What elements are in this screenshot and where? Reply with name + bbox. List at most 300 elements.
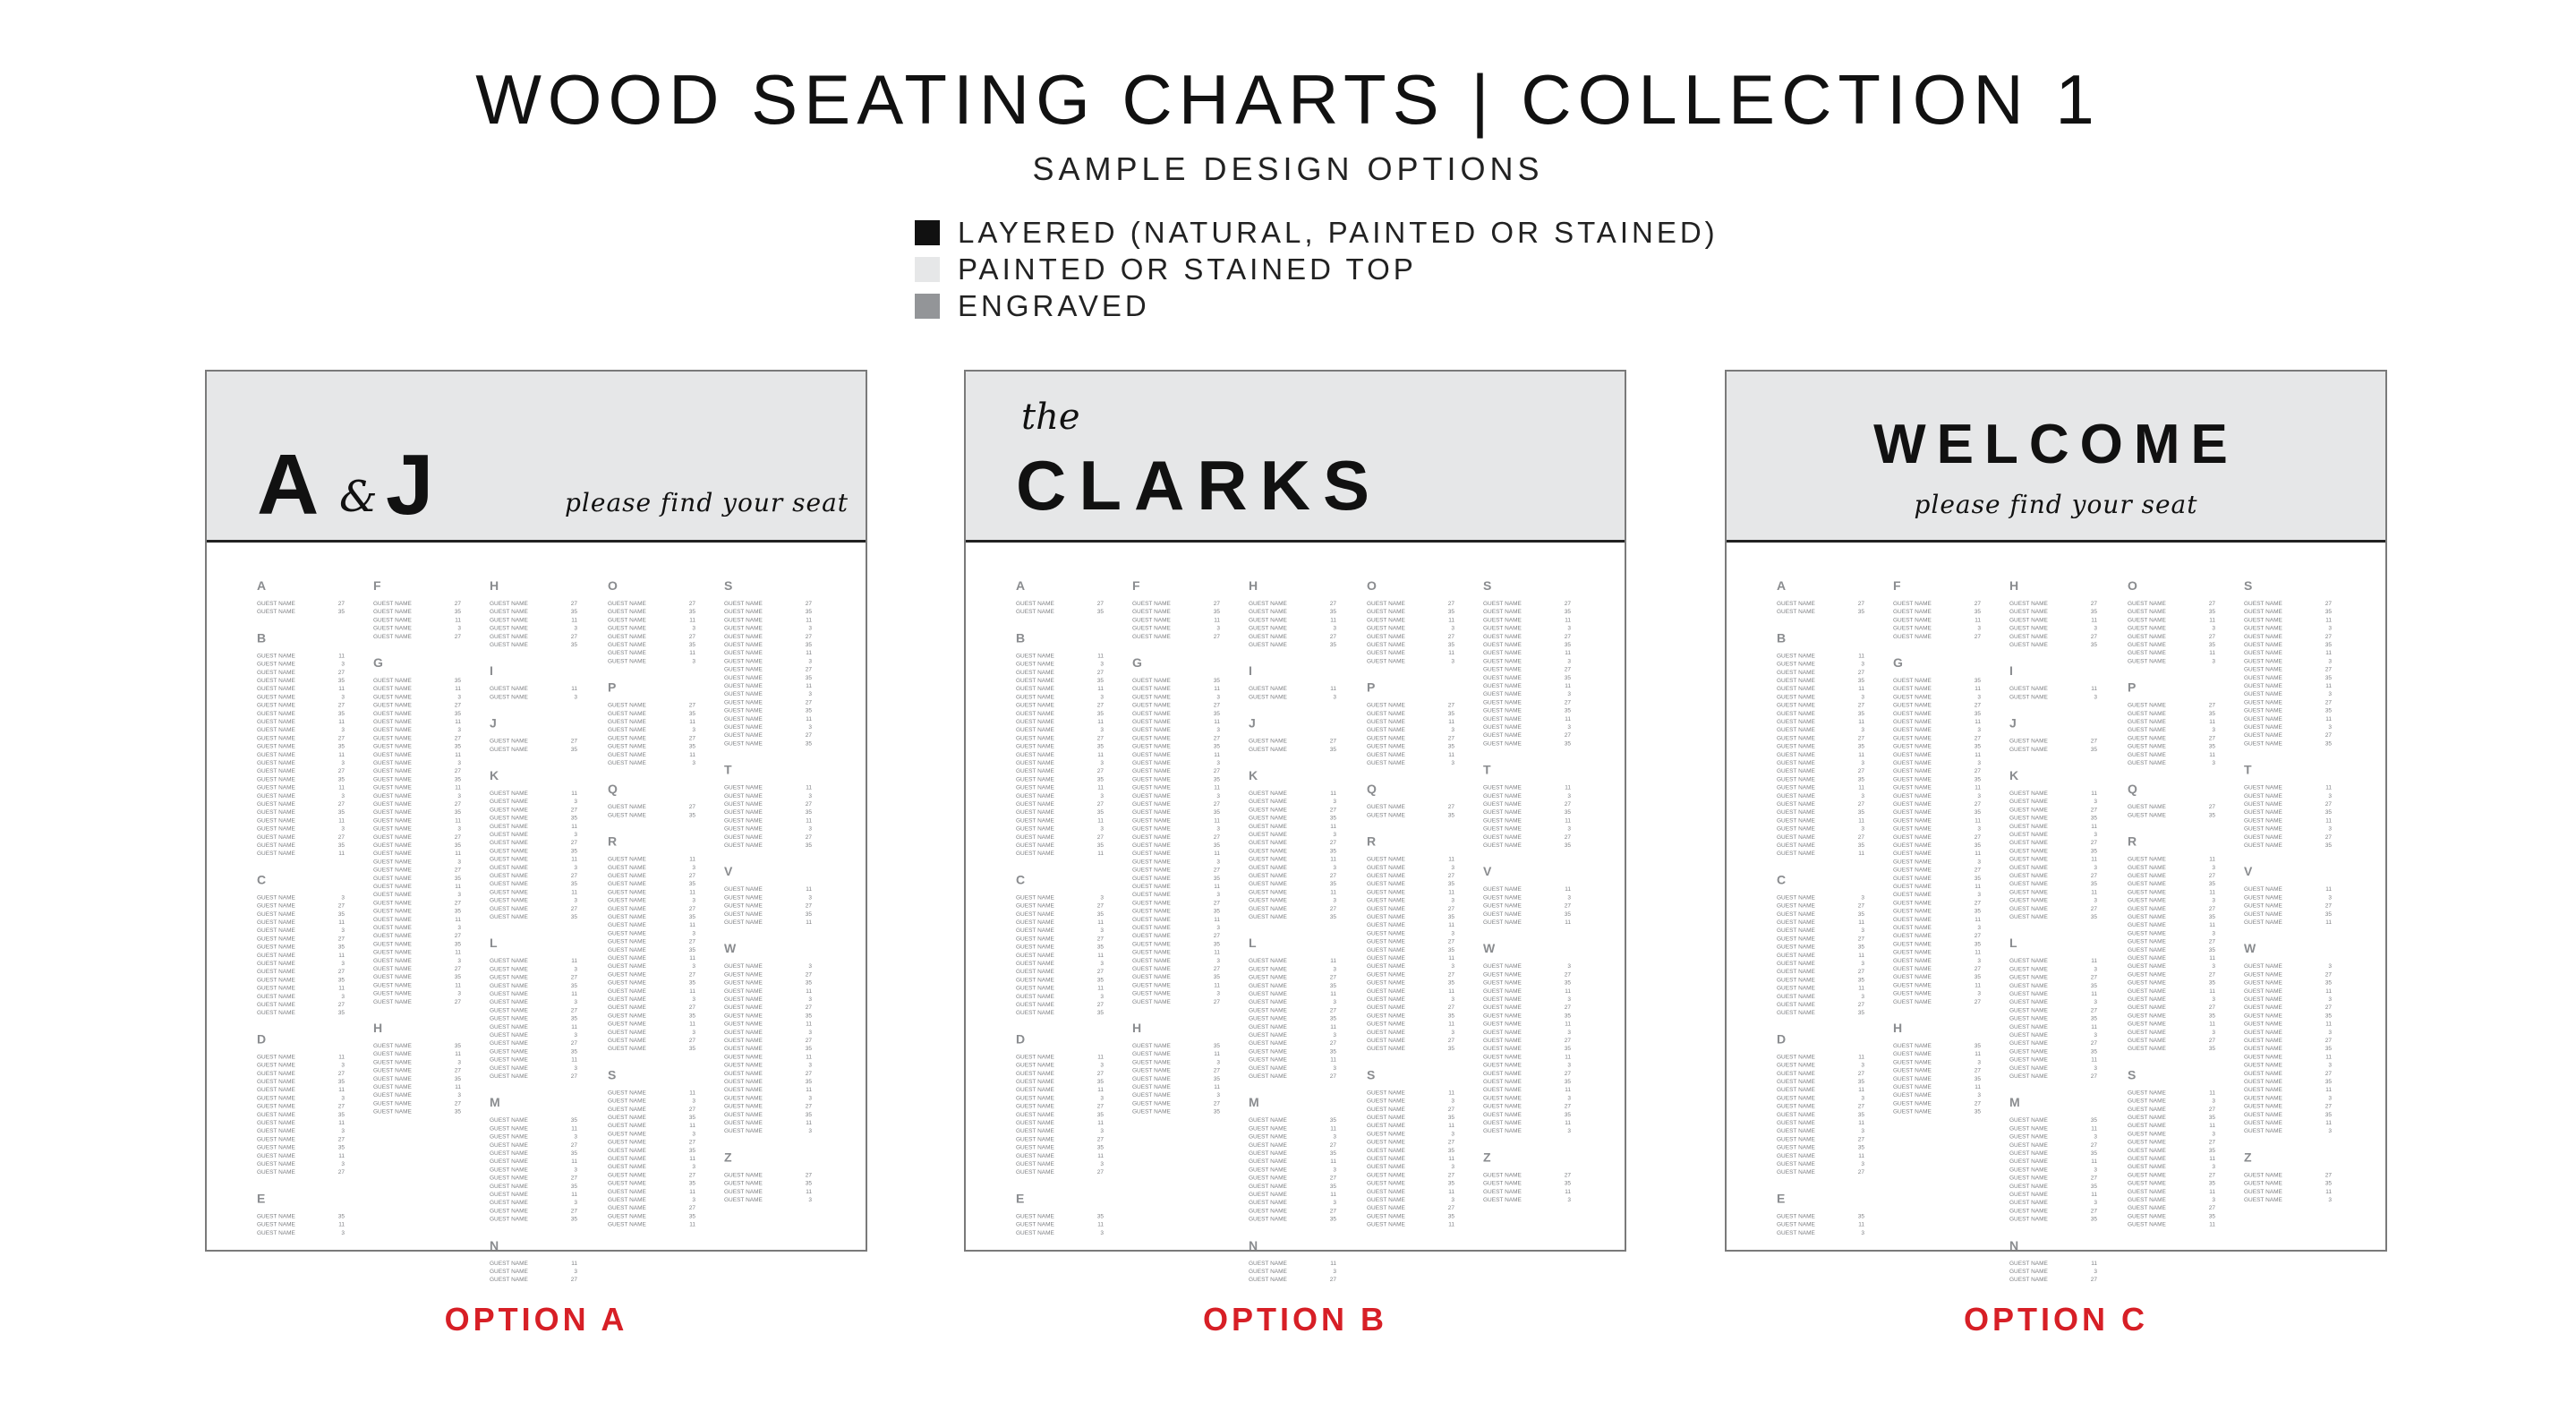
guest-column-svg	[2009, 577, 2113, 1284]
guest-name: GUEST NAME	[1777, 1213, 1815, 1220]
table-number: 11	[1975, 1084, 1981, 1090]
section-letter: W	[724, 941, 737, 956]
table-number: 11	[2091, 856, 2097, 863]
table-number: 27	[1974, 966, 1981, 972]
guest-name: GUEST NAME	[1367, 1038, 1405, 1044]
table-number: 11	[2209, 1188, 2215, 1195]
panel-header-b	[966, 372, 1625, 543]
table-number: 11	[571, 1158, 577, 1166]
table-number: 35	[2208, 609, 2215, 616]
guest-name: GUEST NAME	[1893, 751, 1932, 758]
guest-name: GUEST NAME	[490, 1183, 528, 1190]
guest-name: GUEST NAME	[257, 727, 295, 734]
table-number: 35	[2324, 910, 2332, 918]
table-number: 3	[1100, 1062, 1104, 1069]
table-number: 27	[805, 699, 812, 706]
guest-name: GUEST NAME	[257, 768, 295, 775]
guest-name: GUEST NAME	[1367, 1115, 1405, 1121]
guest-name: GUEST NAME	[608, 625, 646, 632]
guest-name: GUEST NAME	[257, 1120, 295, 1126]
guest-name: GUEST NAME	[257, 985, 295, 992]
table-number: 3	[341, 1229, 345, 1236]
guest-name: GUEST NAME	[257, 653, 295, 660]
section-letter: J	[490, 715, 497, 731]
guest-name: GUEST NAME	[2128, 930, 2166, 937]
table-number: 3	[2328, 963, 2332, 970]
section-letter: V	[724, 864, 733, 879]
table-number: 27	[1213, 966, 1220, 972]
table-number: 11	[2209, 1021, 2215, 1028]
guest-name: GUEST NAME	[2128, 1188, 2166, 1195]
guest-name: GUEST NAME	[2128, 633, 2166, 640]
table-number: 3	[1451, 625, 1454, 632]
guest-name: GUEST NAME	[257, 661, 295, 668]
guest-name: GUEST NAME	[257, 1161, 295, 1167]
guest-name: GUEST NAME	[2009, 694, 2048, 701]
table-number: 35	[337, 678, 345, 684]
guest-name: GUEST NAME	[608, 979, 646, 987]
guest-name: GUEST NAME	[490, 1133, 528, 1141]
guest-name: GUEST NAME	[2128, 702, 2166, 709]
table-number: 35	[1857, 1111, 1864, 1118]
guest-name: GUEST NAME	[1367, 1139, 1405, 1146]
table-number: 35	[454, 710, 461, 717]
guest-name: GUEST NAME	[724, 801, 763, 808]
guest-name: GUEST NAME	[1132, 719, 1171, 725]
table-number: 3	[1451, 930, 1454, 937]
table-number: 3	[1216, 957, 1220, 964]
guest-name: GUEST NAME	[1016, 661, 1054, 668]
table-number: 35	[1974, 1043, 1981, 1049]
table-number: 27	[1447, 1139, 1454, 1146]
guest-name: GUEST NAME	[1367, 1205, 1405, 1212]
table-number: 3	[692, 1029, 695, 1036]
table-number: 27	[1213, 1067, 1220, 1074]
guest-name: GUEST NAME	[724, 609, 763, 616]
table-number: 35	[1447, 1180, 1454, 1187]
guest-name: GUEST NAME	[1249, 791, 1287, 797]
table-number: 27	[1213, 702, 1220, 709]
guest-name: GUEST NAME	[1367, 946, 1405, 953]
guest-name: GUEST NAME	[2244, 732, 2282, 739]
table-number: 3	[1977, 957, 1981, 964]
table-number: 3	[574, 1200, 577, 1207]
table-number: 11	[1097, 1054, 1104, 1061]
guest-name: GUEST NAME	[1016, 1144, 1054, 1151]
guest-name: GUEST NAME	[2244, 971, 2282, 979]
table-number: 35	[1974, 1108, 1981, 1116]
guest-name: GUEST NAME	[724, 732, 763, 739]
table-number: 3	[2212, 1098, 2215, 1105]
guest-name: GUEST NAME	[2009, 1277, 2048, 1284]
guest-name: GUEST NAME	[373, 625, 412, 632]
guest-name: GUEST NAME	[490, 686, 528, 693]
table-number: 11	[1330, 1023, 1336, 1030]
table-number: 11	[338, 784, 345, 791]
guest-name: GUEST NAME	[1777, 1152, 1815, 1159]
guest-name: GUEST NAME	[2244, 963, 2282, 970]
guest-name: GUEST NAME	[1777, 993, 1815, 1000]
table-number: 35	[805, 842, 812, 849]
guest-name: GUEST NAME	[257, 936, 295, 943]
table-number: 3	[692, 930, 695, 937]
table-number: 3	[692, 625, 695, 632]
guest-name: GUEST NAME	[724, 691, 763, 698]
guest-name: GUEST NAME	[1132, 1051, 1171, 1058]
section-letter: F	[1132, 578, 1140, 593]
table-number: 35	[1213, 842, 1220, 849]
guest-name: GUEST NAME	[1367, 812, 1405, 819]
table-number: 11	[806, 1120, 812, 1126]
guest-name: GUEST NAME	[490, 1040, 528, 1047]
guest-name: GUEST NAME	[1249, 840, 1287, 847]
section-letter: Q	[608, 782, 618, 797]
guest-name: GUEST NAME	[1132, 601, 1171, 607]
table-number: 35	[1857, 678, 1864, 684]
guest-name: GUEST NAME	[490, 982, 528, 989]
table-number: 27	[1857, 601, 1864, 607]
guest-name: GUEST NAME	[373, 998, 412, 1005]
guest-name: GUEST NAME	[2244, 666, 2282, 673]
guest-name: GUEST NAME	[608, 1213, 646, 1220]
table-number: 35	[454, 875, 461, 882]
guest-name: GUEST NAME	[1777, 653, 1815, 660]
section-letter: S	[2244, 578, 2253, 593]
table-number: 11	[2209, 1221, 2215, 1228]
table-number: 3	[808, 658, 812, 665]
table-number: 27	[1857, 834, 1864, 841]
table-number: 27	[2324, 834, 2332, 841]
table-number: 11	[2209, 751, 2215, 758]
table-number: 35	[1974, 776, 1981, 783]
guest-name: GUEST NAME	[1249, 738, 1287, 745]
table-number: 11	[1448, 889, 1454, 896]
guest-name: GUEST NAME	[1249, 914, 1287, 920]
table-number: 35	[1213, 875, 1220, 882]
table-number: 3	[1333, 1064, 1336, 1072]
guest-name: GUEST NAME	[1893, 925, 1932, 931]
guest-name: GUEST NAME	[1132, 941, 1171, 948]
guest-name: GUEST NAME	[257, 609, 295, 616]
table-number: 11	[1858, 1087, 1864, 1094]
guest-name: GUEST NAME	[1777, 1095, 1815, 1102]
table-number: 11	[806, 715, 812, 722]
guest-name: GUEST NAME	[257, 825, 295, 833]
guest-name: GUEST NAME	[1249, 999, 1287, 1006]
table-number: 35	[2324, 1046, 2332, 1053]
table-number: 27	[688, 971, 695, 979]
guest-name: GUEST NAME	[1016, 801, 1054, 808]
table-number: 3	[1333, 832, 1336, 838]
guest-name: GUEST NAME	[724, 683, 763, 689]
guest-name: GUEST NAME	[1132, 1075, 1171, 1082]
guest-name: GUEST NAME	[1367, 856, 1405, 863]
guest-name: GUEST NAME	[2244, 1079, 2282, 1085]
table-number: 11	[1565, 784, 1571, 791]
guest-name: GUEST NAME	[1132, 998, 1171, 1005]
table-number: 27	[1213, 900, 1220, 907]
guest-name: GUEST NAME	[1893, 842, 1932, 849]
table-number: 27	[1974, 834, 1981, 841]
table-number: 27	[1974, 633, 1981, 640]
section-letter: S	[1367, 1067, 1376, 1082]
table-number: 11	[2325, 784, 2332, 791]
guest-name: GUEST NAME	[490, 823, 528, 830]
table-number: 3	[1977, 1059, 1981, 1066]
guest-name: GUEST NAME	[490, 625, 528, 632]
table-number: 35	[1096, 944, 1104, 951]
guest-name: GUEST NAME	[1367, 1188, 1405, 1195]
guest-name: GUEST NAME	[2009, 1040, 2048, 1047]
guest-name: GUEST NAME	[724, 825, 763, 833]
table-number: 27	[454, 867, 461, 874]
table-number: 35	[1564, 642, 1571, 648]
table-number: 3	[574, 1167, 577, 1174]
table-number: 11	[2091, 991, 2097, 997]
table-number: 35	[1096, 910, 1104, 918]
table-number: 11	[689, 1123, 695, 1130]
table-number: 3	[1977, 925, 1981, 931]
guest-name: GUEST NAME	[490, 1192, 528, 1198]
table-number: 3	[2328, 1095, 2332, 1102]
table-number: 35	[1329, 815, 1336, 822]
table-number: 11	[1565, 817, 1571, 825]
guest-name: GUEST NAME	[1249, 1048, 1287, 1056]
guest-name: GUEST NAME	[608, 1046, 646, 1053]
guest-column	[2244, 577, 2348, 1231]
table-number: 3	[574, 966, 577, 973]
guest-name: GUEST NAME	[724, 987, 763, 995]
guest-name: GUEST NAME	[2244, 691, 2282, 698]
table-number: 3	[1567, 1128, 1571, 1135]
table-number: 27	[2208, 905, 2215, 912]
guest-name: GUEST NAME	[608, 601, 646, 607]
table-number: 35	[688, 914, 695, 920]
table-number: 11	[689, 1021, 695, 1028]
table-number: 11	[338, 985, 345, 992]
guest-name: GUEST NAME	[2128, 710, 2166, 717]
guest-name: GUEST NAME	[608, 905, 646, 912]
guest-name: GUEST NAME	[2128, 996, 2166, 1003]
table-number: 27	[2090, 807, 2097, 814]
table-number: 3	[692, 760, 695, 766]
small-word-the: the	[1021, 397, 1080, 438]
guest-column-svg	[608, 577, 712, 1231]
guest-name: GUEST NAME	[373, 966, 412, 972]
guest-name: GUEST NAME	[2244, 996, 2282, 1003]
guest-name: GUEST NAME	[724, 842, 763, 849]
table-number: 11	[455, 719, 461, 725]
guest-name: GUEST NAME	[1367, 1090, 1405, 1097]
table-number: 3	[1451, 996, 1454, 1003]
guest-name: GUEST NAME	[1483, 715, 1522, 722]
table-number: 11	[1330, 617, 1336, 624]
guest-name: GUEST NAME	[1016, 1103, 1054, 1110]
guest-name: GUEST NAME	[2244, 784, 2282, 791]
guest-name: GUEST NAME	[1483, 1046, 1522, 1053]
table-number: 11	[338, 952, 345, 959]
guest-name: GUEST NAME	[1483, 707, 1522, 714]
table-number: 35	[1974, 609, 1981, 616]
guest-name: GUEST NAME	[1777, 961, 1815, 967]
guest-name: GUEST NAME	[1016, 735, 1054, 742]
table-number: 27	[454, 966, 461, 972]
table-number: 27	[1329, 1040, 1336, 1047]
table-number: 35	[688, 609, 695, 616]
table-number: 35	[1447, 1115, 1454, 1121]
table-number: 3	[341, 1095, 345, 1102]
guest-name: GUEST NAME	[1249, 873, 1287, 879]
guest-name: GUEST NAME	[1132, 735, 1171, 742]
table-number: 35	[2324, 642, 2332, 648]
table-number: 11	[689, 922, 695, 929]
guest-name: GUEST NAME	[2009, 1048, 2048, 1056]
seating-chart-option-b	[964, 370, 1626, 1284]
table-number: 3	[341, 727, 345, 734]
table-number: 11	[338, 851, 345, 858]
table-number: 27	[1564, 1172, 1571, 1179]
guest-name: GUEST NAME	[1249, 897, 1287, 904]
table-number: 27	[1096, 601, 1104, 607]
guest-name: GUEST NAME	[490, 807, 528, 814]
table-number: 27	[1564, 971, 1571, 979]
table-number: 27	[2090, 1040, 2097, 1047]
guest-name: GUEST NAME	[1777, 801, 1815, 808]
table-number: 11	[1097, 1120, 1104, 1126]
guest-name: GUEST NAME	[2244, 1180, 2282, 1187]
table-number: 3	[1861, 928, 1864, 935]
section-letter: I	[2009, 663, 2013, 679]
guest-name: GUEST NAME	[1893, 1108, 1932, 1116]
guest-name: GUEST NAME	[1367, 1021, 1405, 1028]
table-number: 35	[1564, 979, 1571, 987]
guest-name: GUEST NAME	[1249, 823, 1287, 830]
guest-name: GUEST NAME	[608, 1090, 646, 1097]
guest-name: GUEST NAME	[2009, 897, 2048, 904]
table-number: 3	[1100, 1095, 1104, 1102]
guest-name: GUEST NAME	[373, 678, 412, 684]
table-number: 3	[1567, 1029, 1571, 1036]
table-number: 27	[2090, 873, 2097, 879]
guest-name: GUEST NAME	[608, 702, 646, 709]
guest-column-svg	[1367, 577, 1471, 1231]
table-number: 3	[692, 963, 695, 970]
table-number: 3	[341, 1062, 345, 1069]
table-number: 35	[454, 776, 461, 783]
guest-name: GUEST NAME	[1132, 949, 1171, 956]
guest-name: GUEST NAME	[2009, 974, 2048, 981]
guest-name: GUEST NAME	[373, 694, 412, 701]
table-number: 3	[1100, 961, 1104, 967]
guest-name: GUEST NAME	[724, 1120, 763, 1126]
guest-name: GUEST NAME	[1367, 971, 1405, 979]
table-number: 27	[1857, 1169, 1864, 1176]
table-number: 27	[1447, 1004, 1454, 1012]
table-number: 35	[2324, 1180, 2332, 1187]
guest-name: GUEST NAME	[373, 601, 412, 607]
guest-name: GUEST NAME	[1777, 894, 1815, 902]
guest-name: GUEST NAME	[490, 1260, 528, 1267]
guest-name: GUEST NAME	[1483, 1013, 1522, 1020]
table-number: 35	[1447, 946, 1454, 953]
welcome-headline: WELCOME	[1873, 414, 2239, 475]
guest-name: GUEST NAME	[1132, 792, 1171, 799]
guest-name: GUEST NAME	[2009, 823, 2048, 830]
guest-name: GUEST NAME	[1367, 633, 1405, 640]
table-number: 27	[1447, 1205, 1454, 1212]
guest-name: GUEST NAME	[257, 1111, 295, 1118]
table-number: 27	[1329, 974, 1336, 981]
table-number: 27	[1857, 902, 1864, 910]
guest-name: GUEST NAME	[1249, 1141, 1287, 1149]
guest-column	[257, 577, 361, 1236]
guest-name: GUEST NAME	[2244, 1197, 2282, 1203]
table-number: 3	[1451, 897, 1454, 904]
guest-name: GUEST NAME	[1016, 1152, 1054, 1159]
guest-name: GUEST NAME	[1777, 1062, 1815, 1069]
table-number: 11	[1330, 1056, 1336, 1064]
guest-name: GUEST NAME	[1367, 996, 1405, 1003]
guest-name: GUEST NAME	[1132, 1067, 1171, 1074]
guest-name: GUEST NAME	[490, 1117, 528, 1124]
guest-name: GUEST NAME	[1367, 710, 1405, 717]
table-number: 35	[1564, 1013, 1571, 1020]
section-letter: E	[1777, 1191, 1786, 1206]
guest-name: GUEST NAME	[1249, 1032, 1287, 1039]
guest-name: GUEST NAME	[490, 791, 528, 797]
guest-name: GUEST NAME	[2244, 633, 2282, 640]
table-number: 11	[806, 650, 812, 657]
table-number: 35	[2324, 809, 2332, 816]
table-number: 27	[454, 702, 461, 709]
guest-name: GUEST NAME	[608, 1221, 646, 1228]
table-number: 35	[805, 1046, 812, 1053]
section-letter: D	[257, 1031, 267, 1047]
table-number: 27	[1564, 801, 1571, 808]
guest-name: GUEST NAME	[1367, 617, 1405, 624]
section-letter: B	[257, 630, 267, 645]
guest-name: GUEST NAME	[1016, 842, 1054, 849]
table-number: 35	[454, 941, 461, 948]
table-number: 27	[1096, 834, 1104, 841]
guest-name: GUEST NAME	[2128, 938, 2166, 945]
guest-name: GUEST NAME	[1367, 804, 1405, 811]
table-number: 35	[688, 1115, 695, 1121]
guest-name: GUEST NAME	[1132, 702, 1171, 709]
guest-name: GUEST NAME	[1016, 985, 1054, 992]
guest-name: GUEST NAME	[1893, 1043, 1932, 1049]
section-letter: P	[608, 680, 617, 695]
guest-name: GUEST NAME	[490, 999, 528, 1006]
guest-name: GUEST NAME	[1777, 751, 1815, 758]
table-number: 35	[688, 710, 695, 717]
table-number: 11	[1975, 851, 1981, 858]
guest-name: GUEST NAME	[1249, 746, 1287, 753]
table-number: 11	[1975, 949, 1981, 956]
table-number: 3	[1977, 625, 1981, 632]
table-number: 27	[1329, 738, 1336, 745]
table-number: 11	[806, 1021, 812, 1028]
guest-name: GUEST NAME	[1249, 991, 1287, 997]
guest-name: GUEST NAME	[490, 1269, 528, 1275]
section-letter: L	[490, 936, 498, 951]
table-number: 27	[2090, 633, 2097, 640]
guest-name: GUEST NAME	[2244, 1172, 2282, 1179]
guest-name: GUEST NAME	[2244, 987, 2282, 995]
guest-name: GUEST NAME	[1367, 1098, 1405, 1105]
guest-name: GUEST NAME	[490, 746, 528, 753]
table-number: 11	[1330, 889, 1336, 896]
